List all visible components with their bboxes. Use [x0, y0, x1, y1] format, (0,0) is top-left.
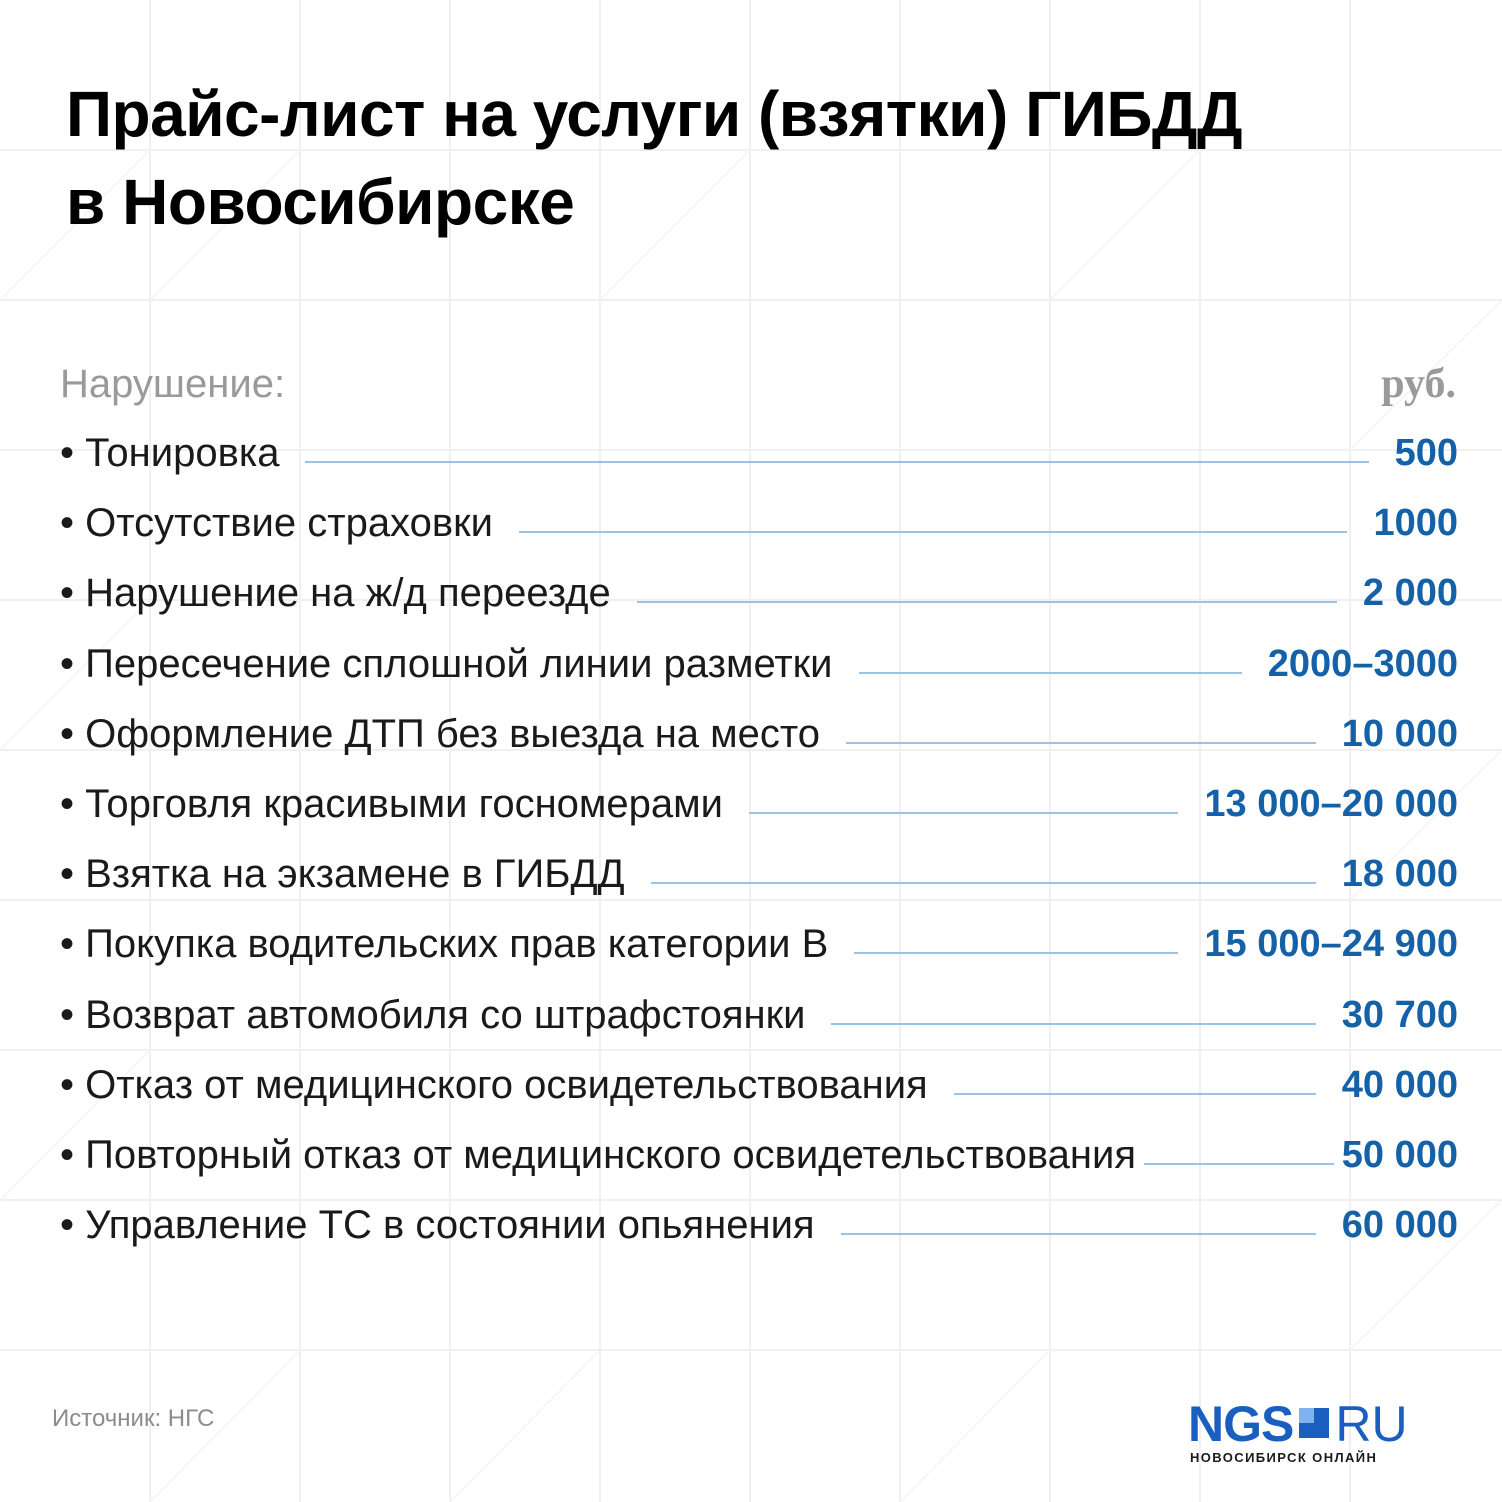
violation-label: • Управление ТС в состоянии опьянения	[60, 1203, 815, 1248]
price-value: 2 000	[1362, 572, 1458, 615]
title-line-2: в Новосибирске	[66, 166, 575, 238]
price-list	[60, 418, 1458, 1260]
price-value: 50 000	[1341, 1133, 1458, 1176]
price-value: 2000–3000	[1267, 642, 1458, 685]
leader-line	[519, 531, 1348, 533]
leader-line	[954, 1093, 1316, 1095]
source-note: Источник: НГС	[52, 1405, 215, 1432]
column-header-rub: руб.	[1381, 361, 1456, 407]
leader-line	[637, 601, 1337, 603]
price-value: 18 000	[1341, 853, 1458, 896]
price-row	[60, 1050, 1458, 1120]
price-row	[60, 699, 1458, 769]
price-value: 40 000	[1341, 1063, 1458, 1106]
violation-label: • Тонировка	[60, 431, 280, 476]
price-value: 30 700	[1341, 993, 1458, 1036]
price-value: 10 000	[1341, 712, 1458, 755]
price-value: 60 000	[1341, 1204, 1458, 1247]
price-row	[60, 909, 1458, 979]
price-value: 15 000–24 900	[1204, 923, 1458, 966]
violation-label: • Отказ от медицинского освидетельствования	[60, 1062, 928, 1107]
price-row	[60, 1190, 1458, 1260]
violation-label: • Торговля красивыми госномерами	[60, 782, 723, 827]
violation-label: • Оформление ДТП без выезда на место	[60, 711, 821, 756]
leader-line	[305, 461, 1368, 463]
logo-square-icon	[1299, 1408, 1329, 1438]
leader-line	[651, 882, 1316, 884]
leader-line	[859, 672, 1242, 674]
violation-label: • Отсутствие страховки	[60, 501, 493, 546]
logo-ru-text: RU	[1335, 1396, 1408, 1452]
logo-subtitle: НОВОСИБИРСК ОНЛАЙН	[1190, 1450, 1378, 1465]
violation-label: • Нарушение на ж/д переезде	[60, 571, 611, 616]
logo-ngs-text: NGS	[1188, 1396, 1294, 1452]
price-value: 13 000–20 000	[1204, 783, 1458, 826]
price-row	[60, 769, 1458, 839]
price-row	[60, 1120, 1458, 1190]
price-row	[60, 418, 1458, 488]
leader-line	[841, 1233, 1316, 1235]
column-header-violation: Нарушение:	[60, 362, 286, 406]
violation-label: • Повторный отказ от медицинского освидетельствования	[60, 1132, 1136, 1177]
price-row	[60, 980, 1458, 1050]
leader-line	[749, 812, 1178, 814]
page-title	[66, 70, 1466, 246]
price-row	[60, 558, 1458, 628]
leader-line	[1144, 1163, 1334, 1165]
price-value: 500	[1394, 432, 1458, 475]
leader-line	[854, 952, 1178, 954]
logo-wordmark	[1188, 1396, 1408, 1452]
violation-label: • Взятка на экзамене в ГИБДД	[60, 852, 625, 897]
price-value: 1000	[1373, 502, 1458, 545]
violation-label: • Покупка водительских прав категории B	[60, 922, 829, 967]
leader-line	[831, 1023, 1315, 1025]
violation-label: • Пересечение сплошной линии разметки	[60, 641, 833, 686]
price-row	[60, 839, 1458, 909]
ngs-logo[interactable]	[1188, 1396, 1464, 1470]
price-row	[60, 488, 1458, 558]
violation-label: • Возврат автомобиля со штрафстоянки	[60, 992, 806, 1037]
leader-line	[846, 742, 1316, 744]
title-line-1: Прайс-лист на услуги (взятки) ГИБДД	[66, 78, 1243, 150]
price-row	[60, 629, 1458, 699]
